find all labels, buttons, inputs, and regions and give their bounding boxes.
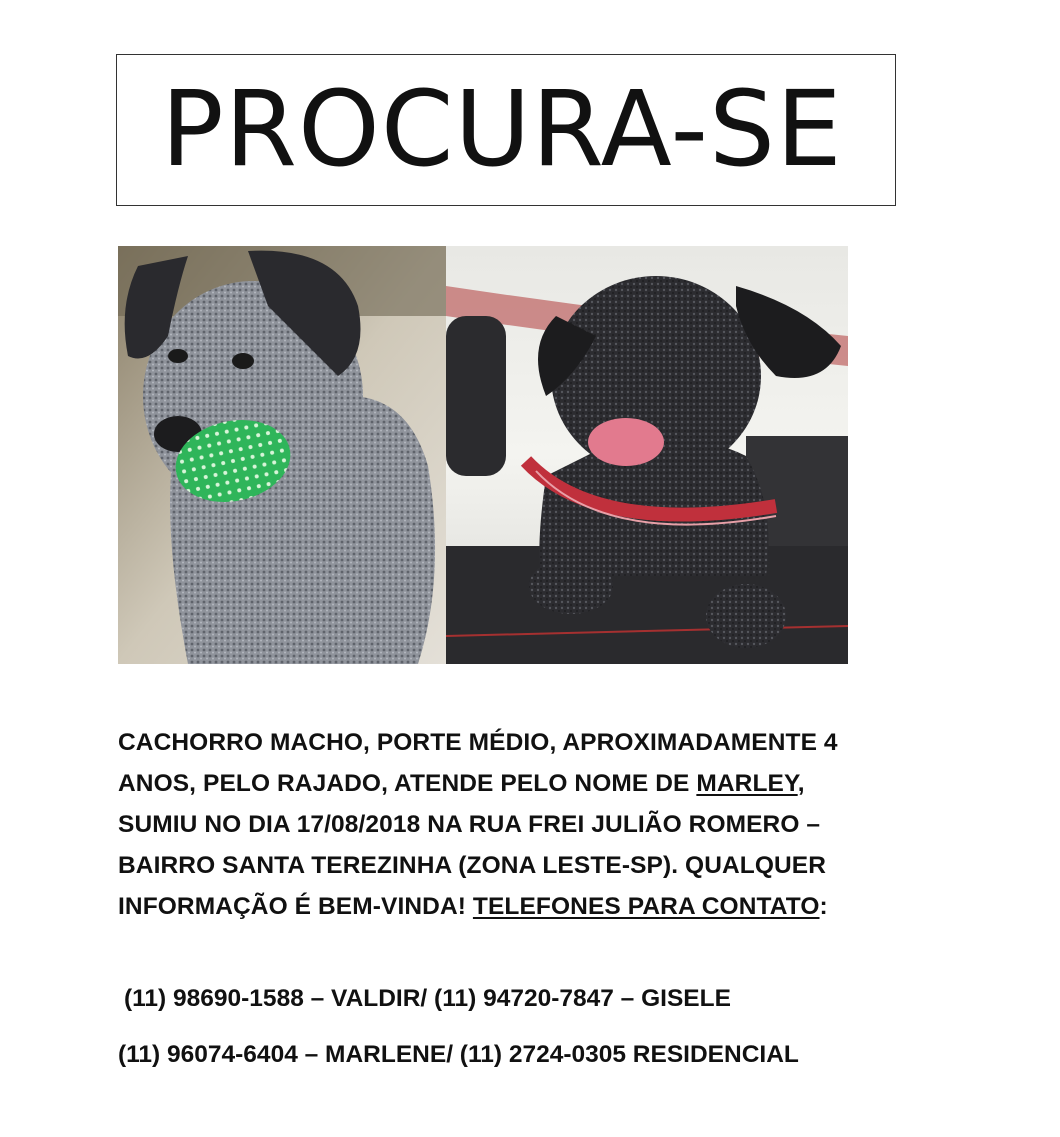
contact-heading: TELEFONES PARA CONTATO (472, 893, 820, 920)
description-text (118, 722, 878, 927)
dog-photo-right (446, 246, 848, 664)
poster-title: PROCURA-SE (161, 68, 843, 190)
dog-name: MARLEY (696, 770, 798, 797)
dog-photo-left (118, 246, 446, 664)
description-part2: , SUMIU NO DIA 17/08/2018 NA RUA FREI JULIÃO ROMERO – BAIRRO SANTA TEREZINHA (ZONA LESTE-SP). QUALQUER INFORMAÇÃO É BEM-VINDA! (118, 770, 827, 920)
contact-colon: : (819, 893, 828, 920)
description-part1: CACHORRO MACHO, PORTE MÉDIO, APROXIMADAMENTE 4 ANOS, PELO RAJADO, ATENDE PELO NOME DE (118, 729, 838, 797)
contacts-line-1: (11) 98690-1588 – VALDIR/ (11) 94720-7847 – GISELE (124, 985, 731, 1012)
contacts-line-2: (11) 96074-6404 – MARLENE/ (11) 2724-0305 RESIDENCIAL (118, 1041, 799, 1068)
title-box (116, 54, 896, 206)
